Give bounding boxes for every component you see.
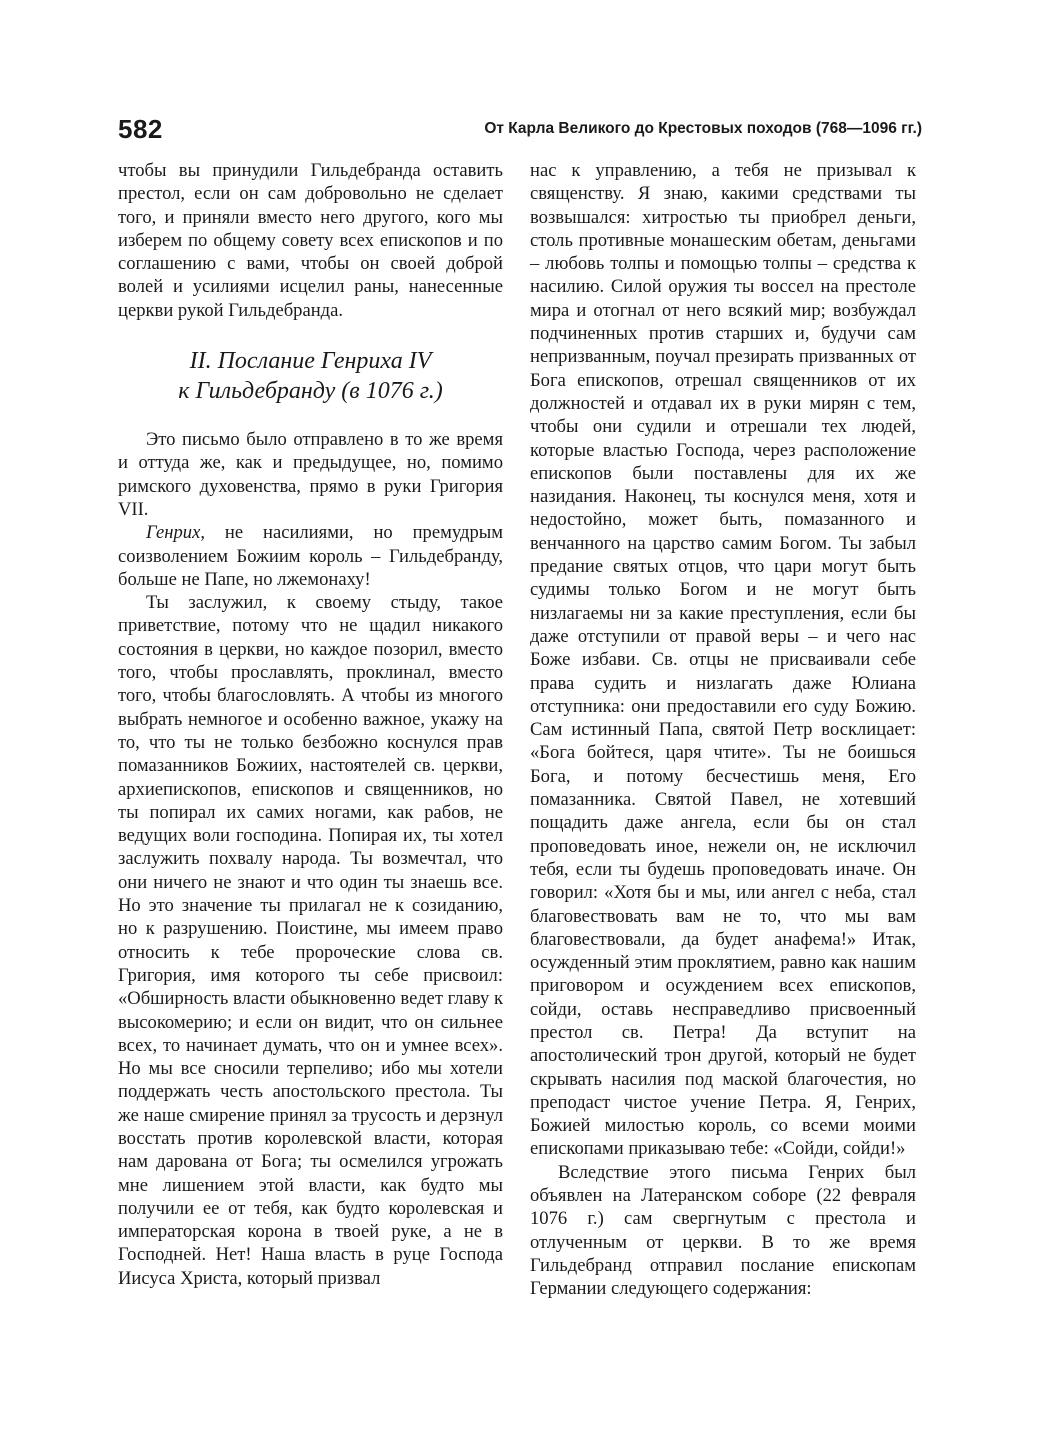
note-paragraph: Это письмо было отправлено в то же время и оттуда же, как и предыдущее, но, помимо римского духовенства, прямо в руки Григория VII. [118, 429, 503, 520]
page-header [118, 112, 922, 152]
running-title: От Карла Великого до Крестовых походов (768—1096 гг.) [484, 120, 922, 137]
salutation-text: , не насилиями, но премудрым соизволением Божиим король – Гильдебранду, больше не Папе, но лжемонаху! [118, 522, 503, 590]
continuation-paragraph: нас к управлению, а тебя не призывал к священству. Я знаю, какими средствами ты возвышался: хитростью ты приобрел деньги, столь противные монашеским обетам, деньгами – любовь толпы и помощью толпы – средства к насилию. Силой оружия ты воссел на престоле мира и отогнал от него всякий мир; возбуждал подчиненных против старших и, будучи сам непризванным, поучал презирать призванных от Бога епископов, отрешал священников от их должностей и отдавал их в руки мирян с тем, чтобы они судили и отрешали тех людей, которые властью Господа, через расположение епископов были поставлены для их же назидания. Наконец, ты коснулся меня, хотя и недостойно, может быть, помазанного и венчанного на царство самим Богом. Ты забыл предание святых отцов, что цари могут быть судимы только Богом и не могут быть низлагаемы ни за какие преступления, если бы даже отступили от правой веры – и чего нас Боже избави. Св. отцы не присваивали себе права судить и низлагать даже Юлиана отступника: они предоставили его суду Божию. Сам истинный Папа, святой Петр восклицает: «Бога бойтеся, царя чтите». Ты не боишься Бога, и потому бесчестишь меня, Его помазанника. Святой Павел, не хотевший пощадить даже ангела, если бы он стал проповедовать иное, нежели он, не исключил тебя, если ты будешь проповедовать иначе. Он говорил: «Хотя бы и мы, или ангел с неба, стал благовествовать вам не то, что мы вам благовествовали, да будет анафема!» Итак, осужденный этим проклятием, равно как нашим приговором и осуждением всех епископов, сойди, оставь несправедливо присвоенный престол св. Петра! Да вступит на апостолический трон другой, который не будет скрывать насилия под маской благочестия, но преподаст чистое учение Петра. Я, Генрих, Божией милостью король, со всеми моими епископами приказываю тебе: «Сойди, сойди!» [530, 160, 916, 1160]
body-paragraph: Ты заслужил, к своему стыду, такое приветствие, потому что не щадил никакого состояния в церкви, но каждое позорил, вместо того, чтобы прославлять, проклинал, вместо того, чтобы благословлять. А чтобы из многого выбрать немногое и особенно важное, укажу на то, что ты не только безбожно коснулся прав помазанников Божиих, настоятелей св. церкви, архиепископов, епископов и священников, но ты попирал их самих ногами, как рабов, не ведущих воли господина. Попирая их, ты хотел заслужить похвалу народа. Ты возмечтал, что они ничего не знают и что один ты знаешь все. Но это значение ты прилагал не к созиданию, но к разрушению. Поистине, мы имеем право относить к тебе пророческие слова св. Григория, имя которого ты себе присвоил: «Обширность власти обыкновенно ведет главу к высокомерию; и если он видит, что он сильнее всех, то начинает думать, что он и умнее всех». Но мы все сносили терпеливо; ибо мы хотели поддержать честь апостольского престола. Ты же наше смирение принял за трусость и дерзнул восстать против королевской власти, которая нам дарована от Бога; ты осмелился угрожать мне лишением этой власти, как будто мы получили ее от тебя, как будто королевская и императорская корона в твоей руке, а не в Господней. Нет! Наша власть в руце Господа Иисуса Христа, который призвал [118, 592, 503, 1289]
salutation-name: Генрих [146, 522, 201, 544]
page-number: 582 [118, 114, 163, 144]
intro-paragraph: чтобы вы принудили Гильдебранда оставить престол, если он сам добровольно не сделает того, и приняли вместо него другого, кого мы изберем по общему совету всех епископов и по соглашению с вами, чтобы он своей доброй волей и усилиями исцелил раны, нанесенные церкви рукой Гильдебранда. [118, 160, 503, 321]
left-column [118, 159, 503, 1290]
closing-paragraph: Вследствие этого письма Генрих был объявлен на Латеранском соборе (22 февраля 1076 г.) сам свергнутым с престола и отлученным от церкви. В то же время Гильдебранд отправил послание епископам Германии следующего содержания: [530, 1161, 916, 1300]
section-title-line-1: II. Послание Генриха IV [189, 348, 432, 375]
right-column [530, 159, 916, 1301]
salutation-paragraph [118, 521, 503, 591]
section-title [118, 346, 503, 406]
section-title-line-2: к Гильдебранду (в 1076 г.) [178, 378, 443, 405]
